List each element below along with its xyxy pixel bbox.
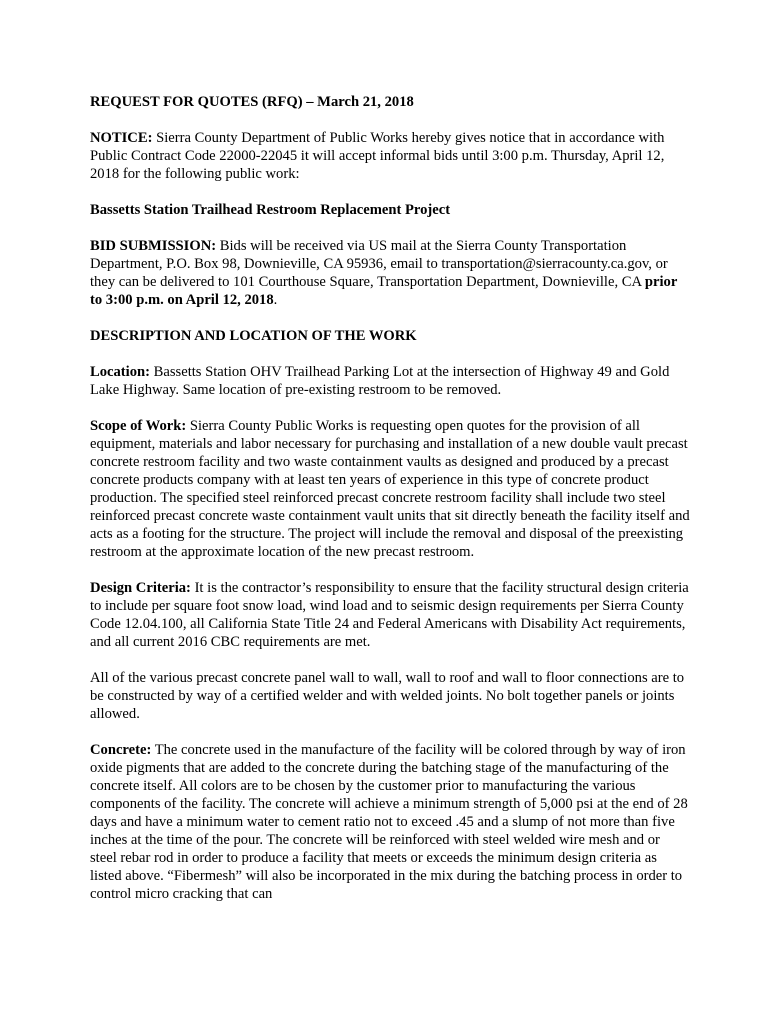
concrete-paragraph xyxy=(90,741,690,903)
design-criteria-label: Design Criteria: xyxy=(90,580,191,596)
location-paragraph xyxy=(90,363,690,399)
project-name: Bassetts Station Trailhead Restroom Replacement Project xyxy=(90,202,451,218)
rfq-title-text: REQUEST FOR QUOTES (RFQ) – March 21, 2018 xyxy=(90,94,414,110)
notice-text: Sierra County Department of Public Works hereby gives notice that in accordance with Public Contract Code 22000-22045 it will accept informal bids until 3:00 p.m. Thursday, April 12, 2018 for the following public work: xyxy=(90,130,665,182)
design-criteria-text: It is the contractor’s responsibility to ensure that the facility structural design criteria to include per square foot snow load, wind load and to seismic design requirements per Sierra County Code 12.04.100, all California State Title 24 and Federal Americans with Disability Act requirements, and all current 2016 CBC requirements are met. xyxy=(90,580,689,650)
project-name-paragraph xyxy=(90,201,690,219)
location-label: Location: xyxy=(90,364,150,380)
notice-paragraph xyxy=(90,129,690,183)
scope-label: Scope of Work: xyxy=(90,418,187,434)
scope-text: Sierra County Public Works is requesting open quotes for the provision of all equipment, materials and labor necessary for purchasing and installation of a new double vault precast concrete restroom facility and two waste containment vaults as designed and produced by a precast concrete products company with at least ten years of experience in this type of concrete product production. The specified steel reinforced precast concrete restroom facility shall include two steel reinforced precast concrete waste containment vault units that sit directly beneath the facility itself and acts as a footing for the structure. The project will include the removal and disposal of the preexisting restroom at the approximate location of the new precast restroom. xyxy=(90,418,690,560)
design-criteria-paragraph xyxy=(90,579,690,651)
concrete-text: The concrete used in the manufacture of the facility will be colored through by way of iron oxide pigments that are added to the concrete during the batching stage of the manufacturing of the concrete itself. All colors are to be chosen by the customer prior to manufacturing the various components of the facility. The concrete will achieve a minimum strength of 5,000 psi at the end of 28 days and have a minimum water to cement ratio not to exceed .45 and a slump of not more than five inches at the time of the pour. The concrete will be reinforced with steel welded wire mesh and or steel rebar rod in order to produce a facility that meets or exceeds the minimum design criteria as listed above. “Fibermesh” will also be incorporated in the mix during the batching process in order to control micro cracking that can xyxy=(90,742,688,902)
bid-submission-text: Bids will be received via US mail at the Sierra County Transportation Department, P.O. Box 98, Downieville, CA 95936, email to transportation@sierracounty.ca.gov, or they can be delivered to 101 Courthouse Square, Transportation Department, Downieville, CA xyxy=(90,238,668,290)
bid-submission-label: BID SUBMISSION: xyxy=(90,238,217,254)
section-heading: DESCRIPTION AND LOCATION OF THE WORK xyxy=(90,328,417,344)
notice-label: NOTICE: xyxy=(90,130,153,146)
scope-paragraph xyxy=(90,417,690,561)
concrete-label: Concrete: xyxy=(90,742,152,758)
location-text: Bassetts Station OHV Trailhead Parking Lot at the intersection of Highway 49 and Gold Lake Highway. Same location of pre-existing restroom to be removed. xyxy=(90,364,670,398)
rfq-title xyxy=(90,93,690,111)
bid-deadline: prior to 3:00 p.m. on April 12, 2018 xyxy=(90,274,678,308)
bid-submission-paragraph xyxy=(90,237,690,309)
connections-paragraph xyxy=(90,669,690,723)
section-heading-paragraph xyxy=(90,327,690,345)
bid-submission-end: . xyxy=(273,292,278,308)
connections-text: All of the various precast concrete panel wall to wall, wall to roof and wall to floor connections are to be constructed by way of a certified welder and with welded joints. No bolt together panels or joints allowed. xyxy=(90,670,685,722)
document-body xyxy=(90,93,690,921)
